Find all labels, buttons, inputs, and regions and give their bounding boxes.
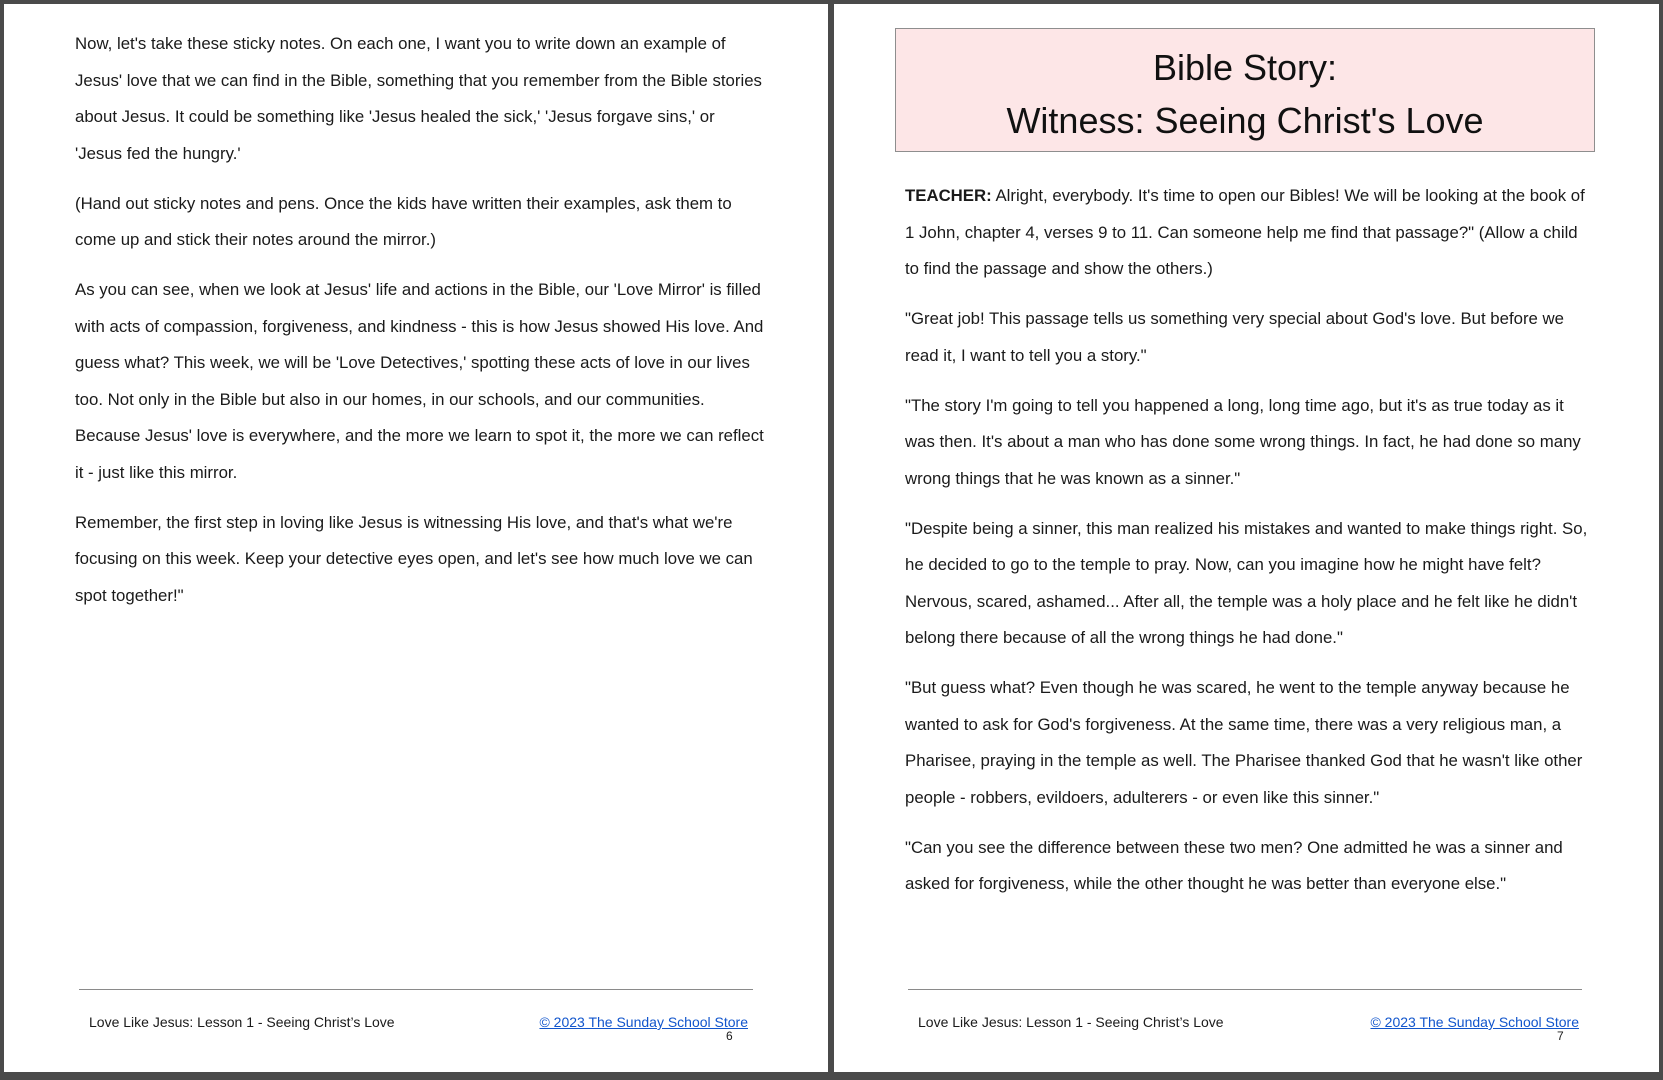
page-body [905, 178, 1595, 916]
paragraph: "The story I'm going to tell you happened a long, long time ago, but it's as true today as it was then. It's about a man who has done some wrong things. In fact, he had done so many wrong things that he was known as a sinner." [905, 395, 1581, 488]
teacher-label: TEACHER: [905, 186, 992, 205]
page-number: 7 [1557, 1029, 1564, 1043]
page-7 [834, 4, 1659, 1072]
copyright-link[interactable]: © 2023 The Sunday School Store [1370, 1014, 1579, 1030]
paragraph: "But guess what? Even though he was scared, he went to the temple anyway because he wanted to ask for God's forgiveness. At the same time, there was a very religious man, a Pharisee, praying in the temple as well. The Pharisee thanked God that he wasn't like other people - robbers, evildoers, adulterers - or even like this sinner." [905, 678, 1583, 807]
footer-lesson-title: Love Like Jesus: Lesson 1 - Seeing Christ’s Love [918, 1014, 1224, 1030]
paragraph: "Despite being a sinner, this man realized his mistakes and wanted to make things right. So, he decided to go to the temple to pray. Now, can you imagine how he might have felt? Nervous, scared, ashamed... After all, the temple was a holy place and he felt like he didn't belong there because of all the wrong things he had done." [905, 518, 1588, 647]
paragraph: As you can see, when we look at Jesus' life and actions in the Bible, our 'Love Mirror' is filled with acts of compassion, forgiveness, and kindness - this is how Jesus showed His love. And guess what? This week, we will be 'Love Detectives,' spotting these acts of love in our lives too. Not only in the Bible but also in our homes, in our schools, and our communities. Because Jesus' love is everywhere, and the more we learn to spot it, the more we can reflect it - just like this mirror. [75, 280, 764, 482]
section-title-line-2: Witness: Seeing Christ's Love [1006, 100, 1484, 141]
paragraph: Now, let's take these sticky notes. On each one, I want you to write down an example of Jesus' love that we can find in the Bible, something that you remember from the Bible stories about Jesus. It could be something like 'Jesus healed the sick,' 'Jesus forgave sins,' or 'Jesus fed the hungry.' [75, 34, 762, 163]
paragraph: Remember, the first step in loving like Jesus is witnessing His love, and that's what we're focusing on this week. Keep your detective eyes open, and let's see how much love we can spot together!" [75, 512, 753, 605]
page-number: 6 [726, 1029, 733, 1043]
footer-divider [79, 989, 753, 990]
copyright-link[interactable]: © 2023 The Sunday School Store [539, 1014, 748, 1030]
footer-lesson-title: Love Like Jesus: Lesson 1 - Seeing Christ’s Love [89, 1014, 395, 1030]
paragraph: "Great job! This passage tells us something very special about God's love. But before we read it, I want to tell you a story." [905, 309, 1565, 365]
paragraph: (Hand out sticky notes and pens. Once the kids have written their examples, ask them to come up and stick their notes around the mirror.) [75, 193, 732, 249]
paragraph: "Can you see the difference between these two men? One admitted he was a sinner and asked for forgiveness, while the other thought he was better than everyone else." [905, 837, 1563, 893]
page-6 [4, 4, 828, 1072]
section-title-box [895, 28, 1595, 152]
page-body [75, 26, 765, 628]
footer-divider [908, 989, 1582, 990]
teacher-paragraph [905, 178, 1595, 288]
section-title-line-1: Bible Story: [1152, 47, 1338, 88]
teacher-text: Alright, everybody. It's time to open our Bibles! We will be looking at the book of 1 John, chapter 4, verses 9 to 11. Can someone help me find that passage?" (Allow a child to find the passage and show the others.) [905, 186, 1585, 278]
